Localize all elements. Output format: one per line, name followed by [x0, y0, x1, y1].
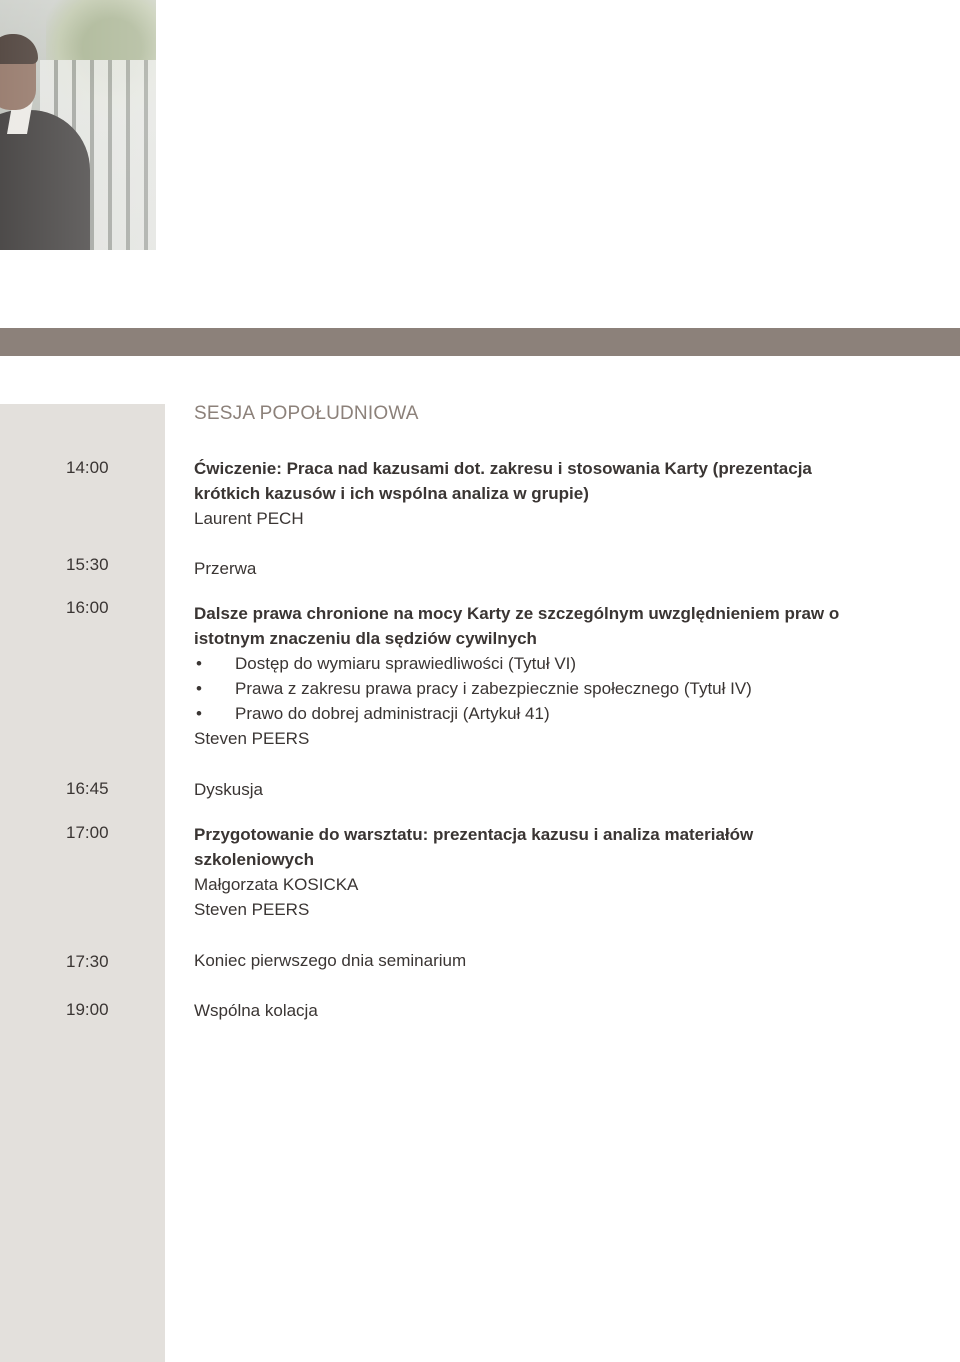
time-column	[0, 404, 165, 1362]
bullet-icon: •	[196, 679, 202, 698]
agenda-item	[194, 998, 844, 1023]
bullet-text: Prawo do dobrej administracji (Artykuł 41)	[235, 704, 550, 723]
speaker-name: Małgorzata KOSICKA	[194, 875, 359, 894]
section-title: SESJA POPOŁUDNIOWA	[194, 403, 419, 424]
agenda-item	[194, 601, 844, 751]
header-photo	[0, 0, 156, 250]
time-label: 14:00	[66, 458, 109, 477]
item-text: Przerwa	[194, 559, 257, 578]
time-label: 16:00	[66, 598, 109, 617]
speaker-name: Steven PEERS	[194, 900, 310, 919]
agenda-item	[194, 556, 844, 581]
item-title-line: Ćwiczenie: Praca nad kazusami dot. zakresu i stosowania Karty (prezentacja	[194, 459, 812, 478]
bullet-icon: •	[196, 654, 202, 673]
bullet-text: Prawa z zakresu prawa pracy i zabezpiecznie społecznego (Tytuł IV)	[235, 679, 752, 698]
time-label: 19:00	[66, 1000, 109, 1019]
item-title-line: krótkich kazusów i ich wspólna analiza w grupie)	[194, 484, 589, 503]
speaker-name: Laurent PECH	[194, 509, 304, 528]
item-title-line: Przygotowanie do warsztatu: prezentacja kazusu i analiza materiałów	[194, 825, 754, 844]
agenda-item	[194, 948, 844, 973]
speaker-name: Steven PEERS	[194, 729, 310, 748]
agenda-item	[194, 777, 844, 802]
bullet-icon: •	[196, 704, 202, 723]
agenda-item	[194, 456, 844, 531]
time-label: 16:45	[66, 779, 109, 798]
item-text: Koniec pierwszego dnia seminarium	[194, 951, 467, 970]
bullet-item	[194, 676, 844, 701]
time-label: 17:00	[66, 823, 109, 842]
bullet-text: Dostęp do wymiaru sprawiedliwości (Tytuł VI)	[235, 654, 577, 673]
time-label: 17:30	[66, 952, 109, 971]
item-title-line: istotnym znaczeniu dla sędziów cywilnych	[194, 629, 537, 648]
bullet-item	[194, 651, 844, 676]
decorative-band	[0, 328, 960, 356]
item-text: Dyskusja	[194, 780, 263, 799]
time-label: 15:30	[66, 555, 109, 574]
item-text: Wspólna kolacja	[194, 1001, 318, 1020]
item-title-line: Dalsze prawa chronione na mocy Karty ze szczególnym uwzględnieniem praw o	[194, 604, 840, 623]
bullet-item	[194, 701, 844, 726]
item-title-line: szkoleniowych	[194, 850, 314, 869]
agenda-item	[194, 822, 844, 922]
